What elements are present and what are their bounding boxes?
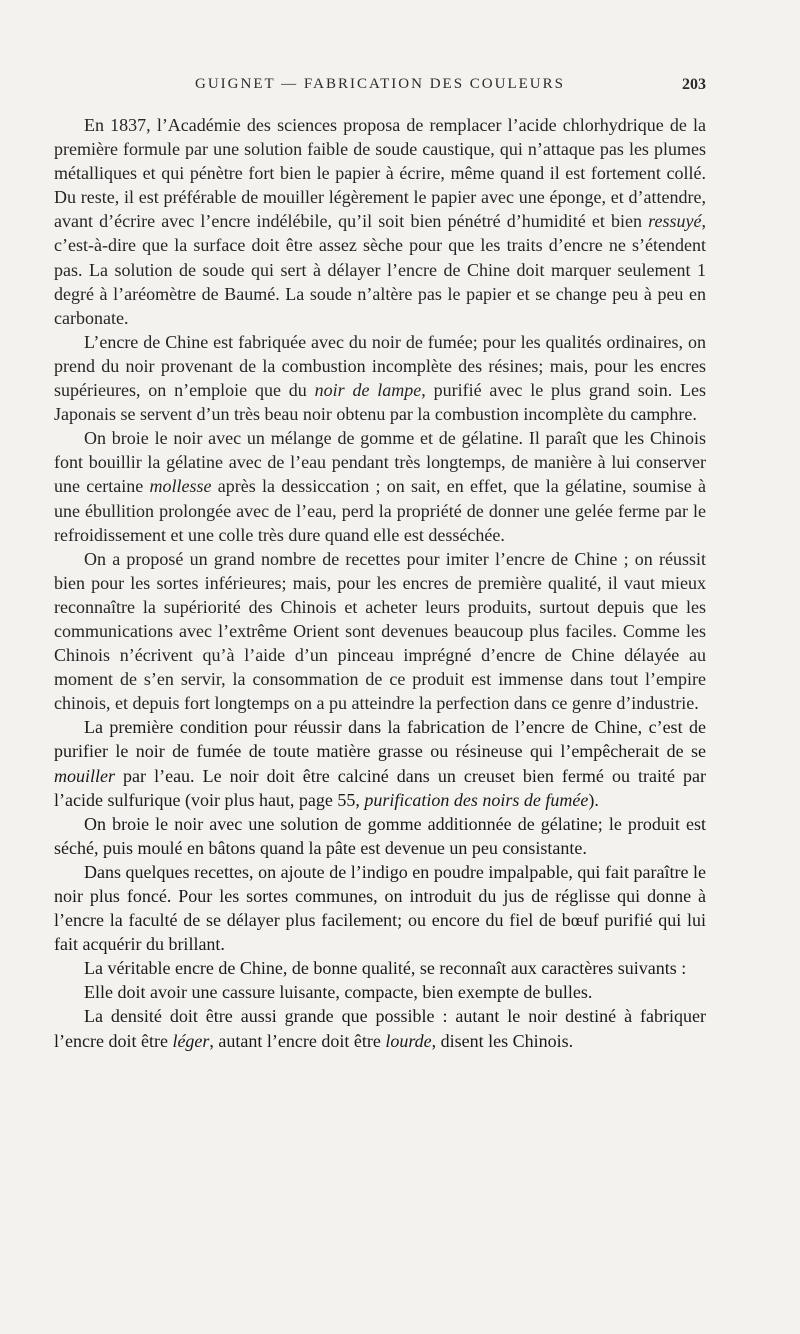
paragraph-text: ).	[588, 789, 599, 810]
paragraph-text: , c’est-à-dire que la surface doit être assez sèche pour que les traits d’encre ne s’étendent pas. La solution de soude qui sert à délayer l’encre de Chine doit marquer seulement 1 degré à l’aréomètre de Baumé. La soude n’altère pas le papier et se change peu à peu en carbonate.	[54, 211, 706, 328]
paragraph-text: par l’eau. Le noir doit être calciné dans un creuset bien fermé ou traité par l’acide sulfurique (voir plus haut, page 55,	[54, 765, 706, 810]
running-head: GUIGNET — FABRICATION DES COULEURS	[195, 76, 565, 92]
paragraph-academie-formula	[54, 113, 706, 330]
body-text	[54, 113, 706, 1053]
paragraph-indigo	[54, 860, 706, 956]
paragraph-chinese-ink-making	[54, 330, 706, 426]
paragraph-text: L’encre de Chine est fabriquée avec du noir de fumée; pour les qualités ordinaires, on prend du noir provenant de la combustion incomplète des résines; mais, pour les encres supérieures, on n’emploie que du	[54, 331, 706, 401]
paragraph-recipes	[54, 547, 706, 716]
paragraph-text: On broie le noir avec une solution de gomme additionnée de gélatine; le produit est séché, puis moulé en bâtons quand la pâte est devenue un peu consistante.	[54, 813, 706, 858]
italic-term: ressuyé	[648, 211, 702, 232]
italic-term: mouiller	[54, 765, 115, 786]
paragraph-text: En 1837, l’Académie des sciences proposa de remplacer l’acide chlorhydrique de la première formule par une solution faible de soude caustique, qui n’attaque pas les plumes métalliques et qui pénètre fort bien le papier à écrire, même quand il est fortement collé. Du reste, il est préférable de mouiller légèrement le papier avec une éponge, et d’attendre, avant d’écrire avec l’encre indélébile, qu’il soit bien pénétré d’humidité et bien	[54, 115, 706, 232]
paragraph-text: , autant l’encre doit être	[209, 1030, 386, 1051]
paragraph-text: , disent les Chinois.	[431, 1030, 574, 1051]
italic-term: noir de lampe	[314, 380, 422, 401]
paragraph-text: La densité doit être aussi grande que possible : autant le noir destiné à fabriquer l’encre doit être	[54, 1006, 706, 1051]
italic-term: mollesse	[149, 476, 212, 497]
paragraph-text: Dans quelques recettes, on ajoute de l’indigo en poudre impalpable, qui fait paraître le noir plus foncé. Pour les sortes communes, on introduit du jus de réglisse qui donne à l’encre la faculté de se délayer plus facilement; ou encore du fiel de bœuf purifié qui lui fait acquérir du brillant.	[54, 861, 706, 955]
paragraph-text: après la dessiccation ; on sait, en effet, que la gélatine, soumise à une ébullition prolongée avec de l’eau, perd la propriété de donner une gelée ferme par le refroidissement et une colle très dure quand elle est desséchée.	[54, 476, 706, 545]
paragraph-text: On a proposé un grand nombre de recettes pour imiter l’encre de Chine ; on réussit bien pour les sortes inférieures; mais, pour les encres de première qualité, il vaut mieux reconnaître la supériorité des Chinois et acheter leurs produits, surtout depuis que les communications avec l’extrême Orient sont devenues beaucoup plus faciles. Comme les Chinois n’écrivent qu’à l’aide d’un pinceau imprégné d’encre de Chine délayée au moment de s’en servir, la consommation de ce produit est immense dans tout l’empire chinois, et depuis fort longtemps on a pu atteindre la perfection dans ce genre d’industrie.	[54, 548, 706, 714]
paragraph-fracture	[54, 980, 706, 1004]
paragraph-true-ink	[54, 956, 706, 980]
italic-term: purification des noirs de fumée	[364, 789, 589, 810]
paragraph-text: La première condition pour réussir dans la fabrication de l’encre de Chine, c’est de purifier le noir de fumée de toute matière grasse ou résineuse qui l’empêcherait de se	[54, 717, 706, 762]
paragraph-text: On broie le noir avec un mélange de gomme et de gélatine. Il paraît que les Chinois font bouillir la gélatine avec de l’eau pendant très longtemps, de manière à lui conserver une certaine	[54, 428, 706, 497]
paragraph-gelatine	[54, 426, 706, 546]
paragraph-text: La véritable encre de Chine, de bonne qualité, se reconnaît aux caractères suivants :	[84, 958, 687, 979]
italic-term: lourde	[385, 1030, 432, 1051]
paragraph-density	[54, 1004, 706, 1052]
paragraph-text: , purifié avec le plus grand soin. Les Japonais se servent d’un très beau noir obtenu par la combustion incomplète du camphre.	[54, 380, 707, 425]
paragraph-text: Elle doit avoir une cassure luisante, compacte, bien exempte de bulles.	[84, 982, 593, 1003]
paragraph-first-condition	[54, 715, 706, 811]
paragraph-grinding	[54, 812, 706, 860]
page-number: 203	[682, 76, 706, 93]
page-header	[54, 72, 706, 102]
italic-term: léger	[172, 1030, 210, 1051]
